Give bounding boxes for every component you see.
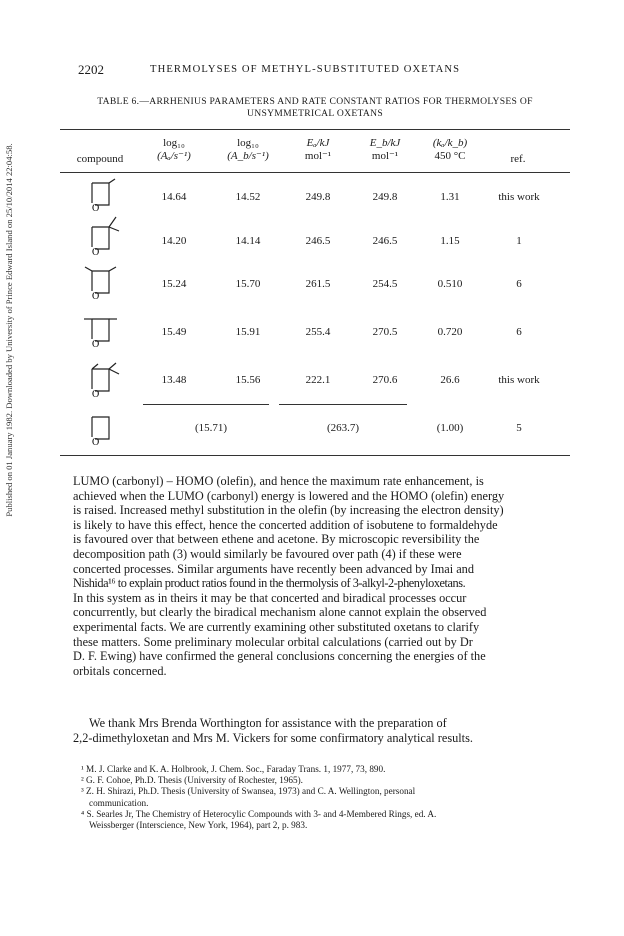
table-cell: 246.5 (305, 235, 331, 247)
svg-text:O: O (92, 437, 100, 448)
svg-text:O: O (92, 247, 100, 257)
watermark-text: Published on 01 January 1982. Downloaded by University of Prince Edward Island on 25/10/2014 22:04:58. (4, 143, 14, 517)
body-line: experimental facts. We are currently examining other substituted oxetans to clarify (73, 619, 480, 634)
table-cell: 14.20 (161, 235, 187, 247)
body-line: LUMO (carbonyl) – HOMO (olefin), and hence the maximum rate enhancement, is (73, 474, 484, 488)
acknowledgement (73, 716, 576, 745)
reference-item-continuation: Weissberger (Interscience, New York, 1964), part 2, p. 983. (89, 820, 308, 831)
table-cell: 1.15 (440, 235, 460, 247)
body-line: orbitals concerned. (73, 663, 167, 678)
col-header-logAa-1: log₁₀ (163, 137, 185, 149)
col-header-ratio-2: 450 °C (434, 150, 466, 162)
svg-text:O: O (92, 203, 100, 214)
body-line: Nishida¹⁶ to explain product ratios found in the thermolysis of 3-alkyl-2-phenyloxetans. (73, 576, 466, 591)
table-cell: 249.8 (305, 191, 331, 203)
table-cell: 254.5 (372, 278, 398, 290)
body-paragraph (73, 474, 576, 678)
table-cell: 15.91 (235, 326, 261, 338)
table-cell: 255.4 (305, 326, 331, 338)
table-caption-line-2: UNSYMMETRICAL OXETANS (246, 108, 384, 119)
body-line: is raised. Increased methyl substitution in the olefin (by increasing the electron density) (73, 503, 504, 518)
table-cell: 15.24 (161, 278, 187, 290)
table-rule-E (279, 404, 407, 405)
body-line: these matters. Some preliminary molecular orbital calculations (carried out by Dr (73, 634, 473, 649)
compound-structure-5 (82, 362, 124, 400)
compound-structure-3 (80, 266, 122, 302)
body-line: concurrently, but clearly the biradical mechanism alone cannot explain the observed (73, 605, 487, 620)
table-cell: 270.6 (372, 374, 398, 386)
table-cell: 14.14 (235, 235, 261, 247)
table-cell: this work (498, 374, 540, 386)
acknowledgement-line: We thank Mrs Brenda Worthington for assistance with the preparation of (89, 716, 447, 730)
body-line: achieved when the LUMO (carbonyl) energy is lowered and the HOMO (olefin) energy (73, 488, 505, 503)
table-rule-logA (143, 404, 269, 405)
col-header-logAa-2: (Aₐ/s⁻¹) (157, 150, 191, 162)
page-number: 2202 (78, 62, 104, 77)
reference-item-continuation: communication. (89, 797, 149, 808)
references (81, 764, 576, 831)
table-cell: 15.56 (235, 374, 261, 386)
table-cell: 246.5 (372, 235, 398, 247)
table-cell: 1.31 (440, 191, 460, 203)
reference-item: ¹ M. J. Clarke and K. A. Holbrook, J. Chem. Soc., Faraday Trans. 1, 1977, 73, 890. (81, 764, 386, 774)
svg-text:O: O (92, 339, 100, 350)
col-header-Ea-2: mol⁻¹ (304, 150, 332, 162)
table-cell: 0.720 (437, 326, 463, 338)
table-cell: 249.8 (372, 191, 398, 203)
compound-structure-2 (82, 215, 122, 257)
table-cell: (263.7) (326, 422, 360, 434)
table-cell: 261.5 (305, 278, 331, 290)
body-line: In this system as in theirs it may be that concerted and biradical processes occur (73, 590, 467, 605)
table-bottom-rule (60, 455, 570, 456)
table-cell: 15.49 (161, 326, 187, 338)
table-cell: this work (498, 191, 540, 203)
table-cell: 13.48 (161, 374, 187, 386)
col-header-Eb-2: mol⁻¹ (371, 150, 399, 162)
body-line: decomposition path (3) would similarly be favoured over path (4) if these were (73, 546, 462, 561)
compound-structure-4 (80, 314, 122, 350)
reference-item: ⁴ S. Searles Jr, The Chemistry of Heterocylic Compounds with 3- and 4-Membered Rings, ed. A. (81, 808, 437, 819)
svg-text:O: O (92, 389, 100, 400)
col-header-Ea-1: Eₐ/kJ (306, 137, 330, 149)
table-cell: 1 (516, 235, 522, 247)
svg-text:O: O (92, 291, 100, 302)
table-cell: 6 (516, 278, 522, 290)
compound-structure-1 (82, 178, 122, 214)
body-line: is favoured over that between ethene and acetone. By microscopic reversibility the (73, 532, 480, 547)
table-top-rule (60, 129, 570, 130)
col-header-ref: ref. (510, 153, 526, 165)
table-cell: 15.70 (235, 278, 261, 290)
table-cell: 6 (516, 326, 522, 338)
body-line: is likely to have this effect, hence the concerted addition of isobutene to formaldehyde (73, 517, 498, 532)
table-cell: 5 (516, 422, 522, 434)
table-cell: 222.1 (305, 374, 331, 386)
col-header-compound: compound (76, 153, 124, 165)
table-caption-line-1: TABLE 6.—ARRHENIUS PARAMETERS AND RATE CONSTANT RATIOS FOR THERMOLYSES OF (97, 96, 533, 107)
body-line: D. F. Ewing) have confirmed the general conclusions concerning the energies of the (73, 649, 486, 664)
table-cell: 270.5 (372, 326, 398, 338)
table-cell: 14.64 (161, 191, 187, 203)
col-header-logAb-2: (A_b/s⁻¹) (227, 150, 269, 162)
compound-structure-6 (84, 412, 120, 448)
table-cell: 26.6 (440, 374, 460, 386)
download-watermark (2, 60, 16, 600)
body-line: concerted processes. Similar arguments have recently been advanced by Imai and (73, 561, 474, 576)
col-header-logAb-1: log₁₀ (237, 137, 259, 149)
running-title: THERMOLYSES OF METHYL-SUBSTITUTED OXETANS (150, 64, 461, 75)
reference-item: ² G. F. Cohoe, Ph.D. Thesis (University of Rochester, 1965). (81, 775, 303, 786)
table-header-rule (60, 172, 570, 173)
table-cell: 14.52 (235, 191, 261, 203)
table-cell: (1.00) (436, 422, 464, 434)
col-header-Eb-1: E_b/kJ (369, 137, 401, 149)
col-header-ratio-1: (kₐ/k_b) (432, 137, 468, 149)
table-cell: (15.71) (194, 422, 228, 434)
reference-item: ³ Z. H. Shirazi, Ph.D. Thesis (University of Swansea, 1973) and C. A. Wellington, personal (81, 786, 416, 797)
table-cell: 0.510 (437, 278, 463, 290)
acknowledgement-line: 2,2-dimethyloxetan and Mrs M. Vickers for some confirmatory analytical results. (73, 730, 473, 745)
